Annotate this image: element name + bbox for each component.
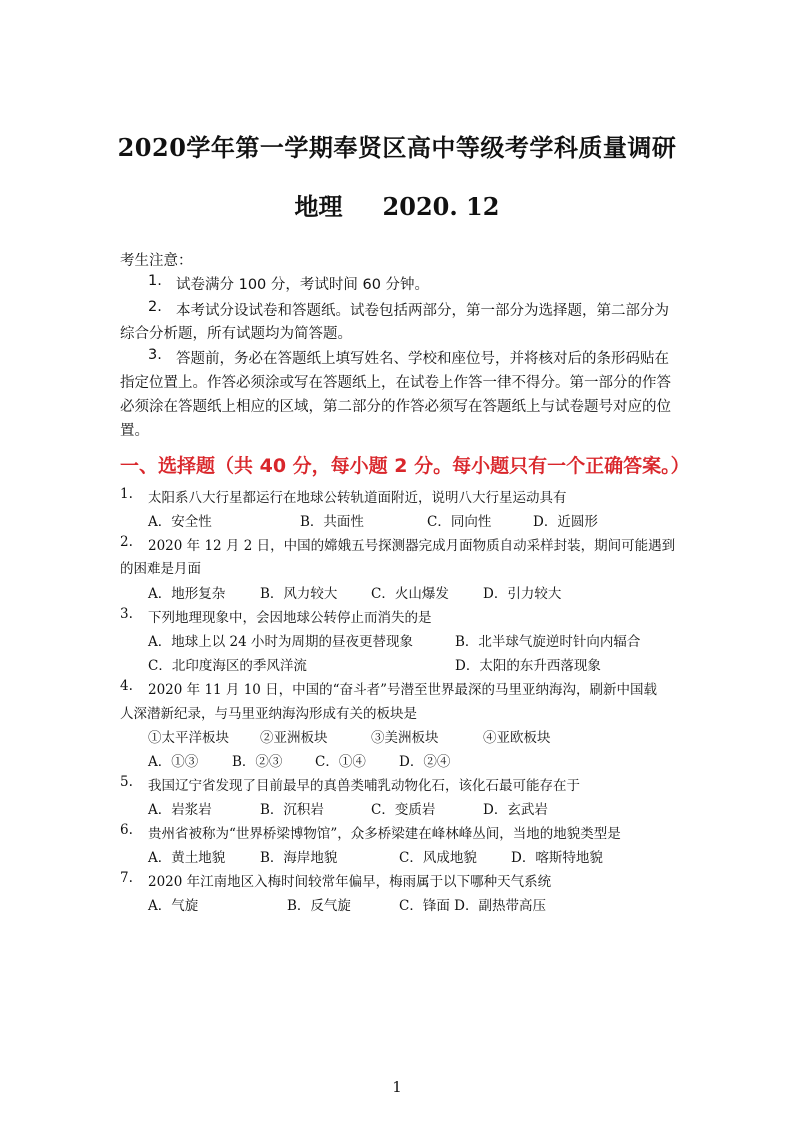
question-4-stem-line-2: 人深潜新纪录，与马里亚纳海沟形成有关的板块是 bbox=[120, 706, 417, 722]
page-title: 2020学年第一学期奉贤区高中等级考学科质量调研 bbox=[117, 133, 677, 162]
q1-option-c: C．同向性 bbox=[427, 514, 492, 530]
notice-heading: 考生注意： bbox=[120, 253, 193, 269]
question-4-number: 4. bbox=[120, 678, 133, 694]
q3-option-b: B．北半球气旋逆时针向内辐合 bbox=[455, 634, 641, 650]
section-heading: 一、选择题（共 40 分，每小题 2 分。每小题只有一个正确答案。） bbox=[120, 455, 690, 477]
q1-option-d: D．近圆形 bbox=[533, 514, 598, 530]
notice-2-line-1: 本考试分设试卷和答题纸。试卷包括两部分，第一部分为选择题，第二部分为 bbox=[176, 303, 669, 319]
question-4-stem-line-1: 2020 年 11 月 10 日，中国的“奋斗者”号潜至世界最深的马里亚纳海沟，刷新中国载 bbox=[148, 682, 657, 698]
q4-option-d: D．②④ bbox=[399, 754, 451, 770]
q2-option-c: C．火山爆发 bbox=[371, 586, 449, 602]
subject-line bbox=[0, 187, 794, 222]
question-1-number: 1. bbox=[120, 486, 133, 502]
notice-2-num: 2. bbox=[148, 299, 162, 315]
question-6-number: 6. bbox=[120, 822, 133, 838]
q6-option-b: B．海岸地貌 bbox=[260, 850, 338, 866]
notice-1-num: 1. bbox=[148, 273, 162, 289]
notice-1-line-1: 试卷满分 100 分，考试时间 60 分钟。 bbox=[176, 277, 430, 293]
question-5-number: 5. bbox=[120, 774, 133, 790]
q7-option-c-d: C．锋面 D．副热带高压 bbox=[399, 898, 546, 914]
q4-choice-4: ④亚欧板块 bbox=[483, 730, 551, 746]
notice-3-line-2: 指定位置上。作答必须涂或写在答题纸上，在试卷上作答一律不得分。第一部分的作答 bbox=[120, 375, 671, 391]
notice-2-line-2: 综合分析题，所有试题均为简答题。 bbox=[120, 326, 352, 342]
question-5-stem: 我国辽宁省发现了目前最早的真兽类哺乳动物化石，该化石最可能存在于 bbox=[148, 778, 580, 794]
q6-option-c: C．风成地貌 bbox=[399, 850, 477, 866]
question-3-number: 3. bbox=[120, 606, 133, 622]
question-3-stem: 下列地理现象中，会因地球公转停止而消失的是 bbox=[148, 610, 432, 626]
q5-option-b: B．沉积岩 bbox=[260, 802, 324, 818]
q4-choice-1: ①太平洋板块 bbox=[148, 730, 229, 746]
q3-option-d: D．太阳的东升西落现象 bbox=[455, 658, 601, 674]
notice-3-num: 3. bbox=[148, 347, 162, 363]
q5-option-a: A．岩浆岩 bbox=[148, 802, 212, 818]
q7-option-b: B．反气旋 bbox=[287, 898, 351, 914]
q3-option-c: C．北印度海区的季风洋流 bbox=[148, 658, 307, 674]
question-2-stem-line-1: 2020 年 12 月 2 日，中国的嫦娥五号探测器完成月面物质自动采样封装，期间可能遇到 bbox=[148, 538, 676, 554]
q4-option-a: A．①③ bbox=[148, 754, 199, 770]
notice-3-line-1: 答题前，务必在答题纸上填写姓名、学校和座位号，并将核对后的条形码贴在 bbox=[176, 351, 669, 367]
q2-option-a: A．地形复杂 bbox=[148, 586, 226, 602]
q2-option-d: D．引力较大 bbox=[483, 586, 562, 602]
q4-option-c: C．①④ bbox=[315, 754, 366, 770]
q4-choice-3: ③美洲板块 bbox=[371, 730, 439, 746]
q6-option-a: A．黄土地貌 bbox=[148, 850, 226, 866]
question-6-stem: 贵州省被称为“世界桥梁博物馆”，众多桥梁建在峰林峰丛间，当地的地貌类型是 bbox=[148, 826, 621, 842]
q3-option-a: A．地球上以 24 小时为周期的昼夜更替现象 bbox=[148, 634, 414, 650]
q2-option-b: B．风力较大 bbox=[260, 586, 338, 602]
exam-date: 2020. 12 bbox=[382, 192, 500, 221]
question-1-stem: 太阳系八大行星都运行在地球公转轨道面附近，说明八大行星运动具有 bbox=[148, 490, 567, 506]
q7-option-a: A．气旋 bbox=[148, 898, 199, 914]
q1-option-a: A．安全性 bbox=[148, 514, 212, 530]
question-2-stem-line-2: 的困难是月面 bbox=[120, 561, 201, 577]
notice-3-line-3: 必须涂在答题纸上相应的区域，第二部分的作答必须写在答题纸上与试卷题号对应的位 bbox=[120, 399, 671, 415]
subject-label: 地理 bbox=[294, 192, 343, 221]
question-7-stem: 2020 年江南地区入梅时间较常年偏早，梅雨属于以下哪种天气系统 bbox=[148, 874, 552, 890]
q5-option-d: D．玄武岩 bbox=[483, 802, 548, 818]
page-number: 1 bbox=[392, 1078, 402, 1096]
question-2-number: 2. bbox=[120, 534, 133, 550]
q1-option-b: B．共面性 bbox=[300, 514, 364, 530]
notice-3-line-4: 置。 bbox=[120, 423, 149, 439]
question-7-number: 7. bbox=[120, 870, 133, 886]
q4-option-b: B．②③ bbox=[232, 754, 283, 770]
q5-option-c: C．变质岩 bbox=[371, 802, 436, 818]
q6-option-d: D．喀斯特地貌 bbox=[511, 850, 603, 866]
q4-choice-2: ②亚洲板块 bbox=[260, 730, 328, 746]
